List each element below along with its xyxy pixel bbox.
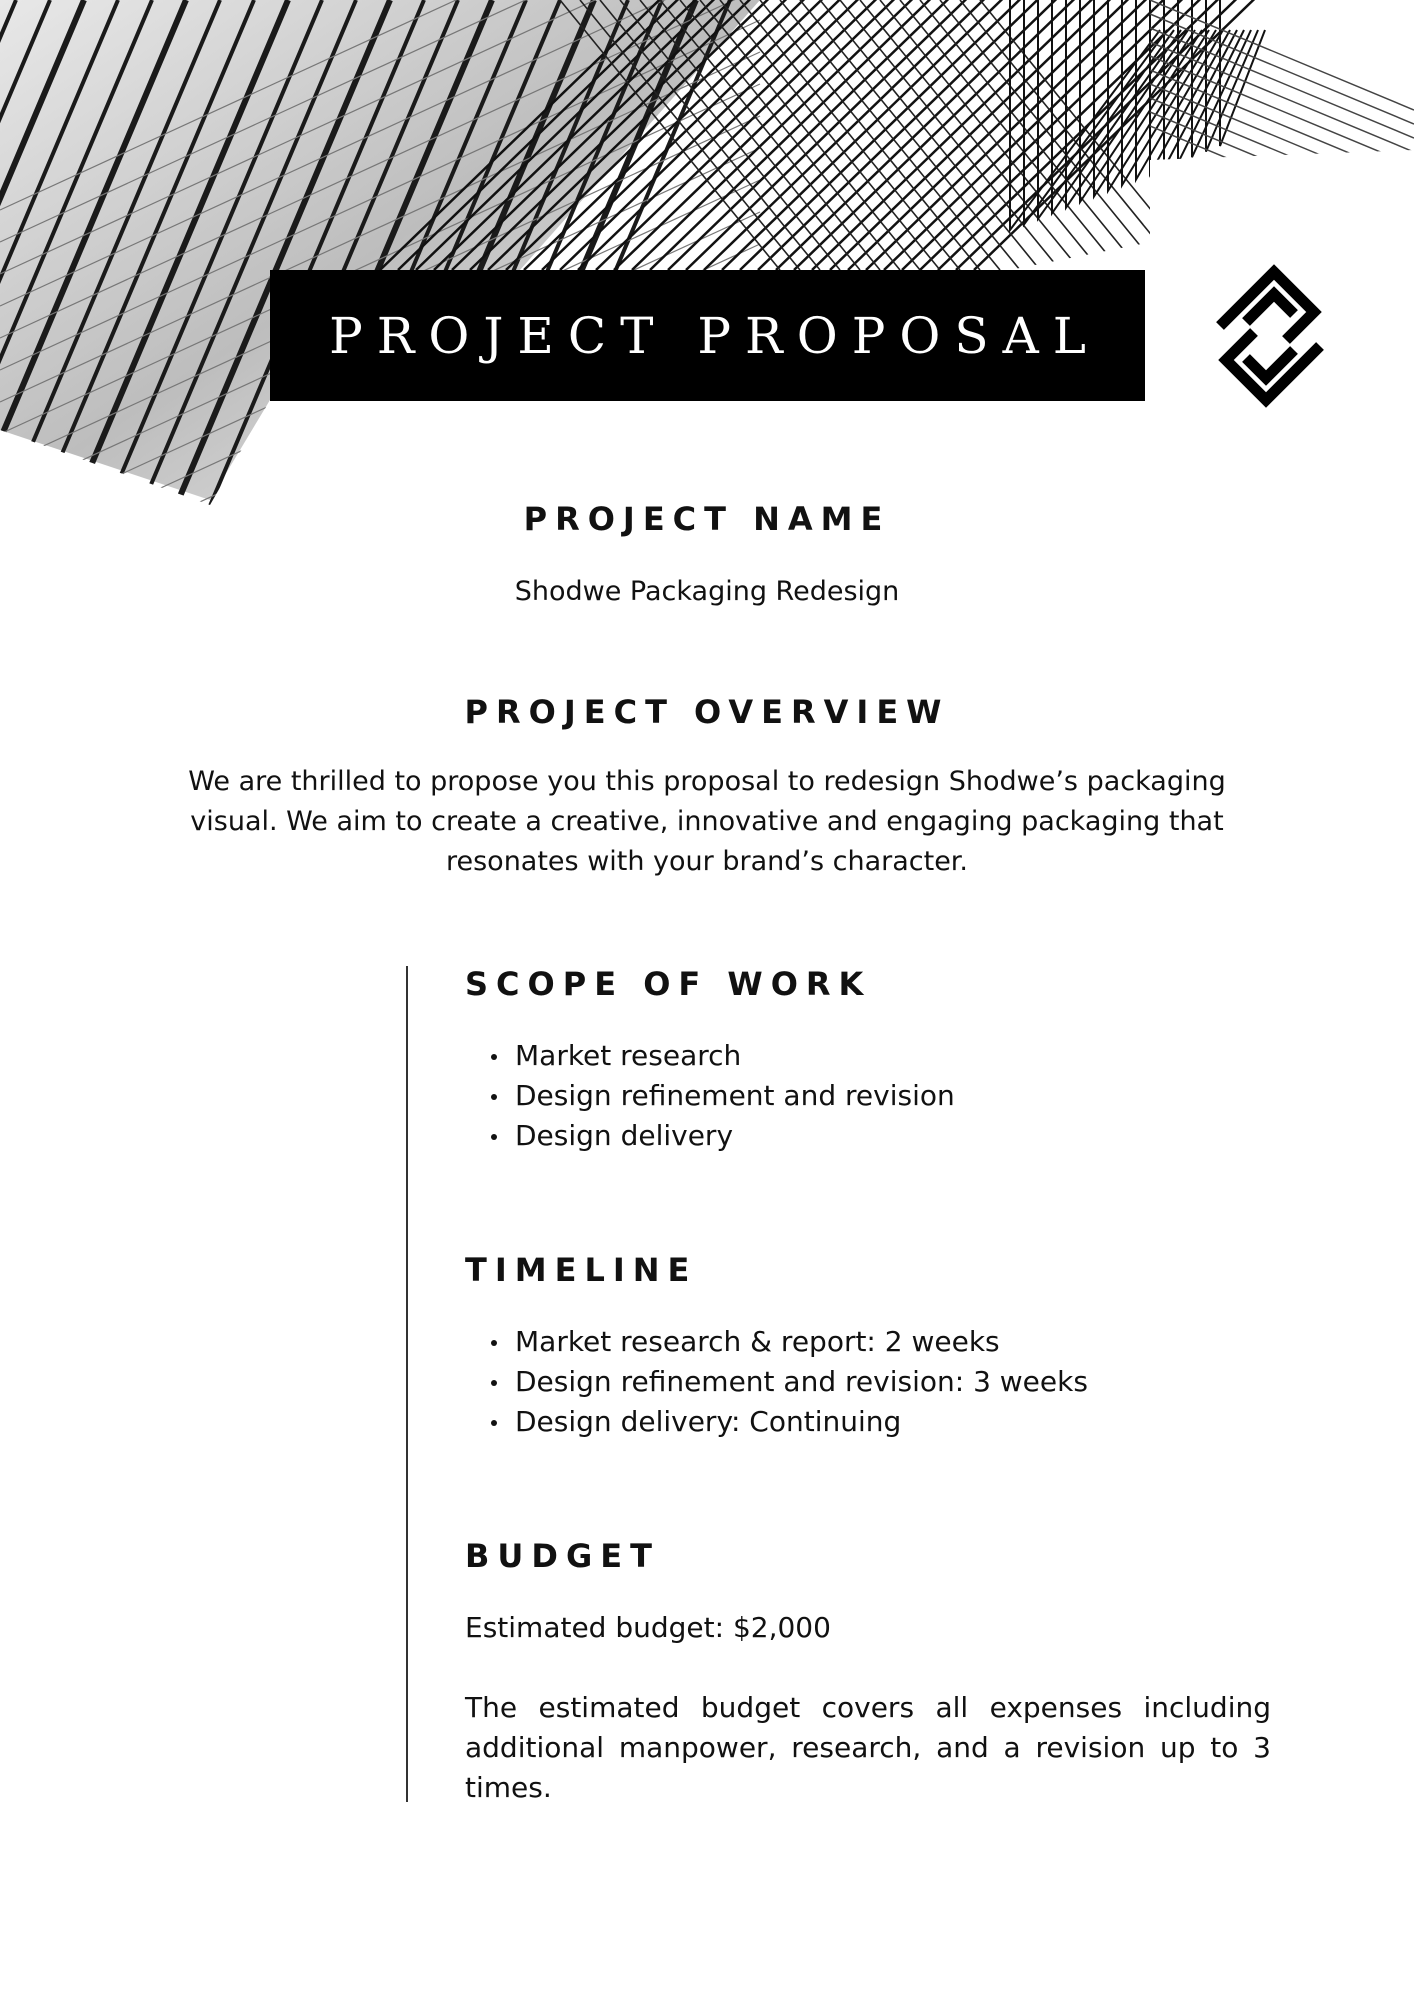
page-title: PROJECT PROPOSAL — [329, 306, 1100, 365]
budget-estimate-wrapper — [465, 1608, 1271, 1648]
title-banner — [270, 270, 1145, 401]
budget-estimate: Estimated budget: $2,000 — [465, 1611, 831, 1644]
scope-list — [465, 1036, 1271, 1156]
facade-panel-line — [1150, 42, 1414, 152]
timeline-heading: TIMELINE — [465, 1251, 698, 1289]
facade-panel-line — [1150, 56, 1414, 166]
list-item: Design delivery: Continuing — [465, 1402, 1271, 1442]
list-item: Design refinement and revision: 3 weeks — [465, 1362, 1271, 1402]
vertical-divider — [406, 966, 408, 1802]
project-name-heading: PROJECT NAME — [523, 500, 891, 538]
overview-section — [150, 693, 1264, 731]
overview-heading: PROJECT OVERVIEW — [464, 693, 950, 731]
budget-section — [465, 1537, 1271, 1575]
timeline-list-wrapper — [465, 1322, 1271, 1442]
scope-list-wrapper — [465, 1036, 1271, 1156]
list-item: Market research & report: 2 weeks — [465, 1322, 1271, 1362]
scope-heading: SCOPE OF WORK — [465, 965, 872, 1003]
project-name-section — [150, 500, 1264, 538]
project-name-value: Shodwe Packaging Redesign — [514, 576, 900, 607]
list-item: Market research — [465, 1036, 1271, 1076]
list-item: Design delivery — [465, 1116, 1271, 1156]
list-item: Design refinement and revision — [465, 1076, 1271, 1116]
budget-note-wrapper — [465, 1688, 1271, 1808]
facade-panel-line — [1150, 0, 1414, 110]
facade-panel-line — [1150, 14, 1414, 124]
facade-diagonal — [860, 0, 1080, 270]
architecture-facade-image — [0, 0, 1414, 520]
facade-diagonal — [680, 0, 900, 270]
timeline-list — [465, 1322, 1271, 1442]
scope-section — [465, 965, 1271, 1003]
timeline-section — [465, 1251, 1271, 1289]
overview-text: We are thrilled to propose you this proposal to redesign Shodwe’s packaging visual. We aim to create a creative, innovative and engaging packaging that resonates with your brand’s character. — [188, 766, 1226, 877]
budget-note: The estimated budget covers all expenses including additional manpower, research, and a revision up to 3 times. — [465, 1691, 1271, 1804]
budget-heading: BUDGET — [465, 1537, 660, 1575]
geometric-s-logo-icon — [1212, 262, 1328, 410]
facade-diagonal — [960, 0, 1180, 270]
